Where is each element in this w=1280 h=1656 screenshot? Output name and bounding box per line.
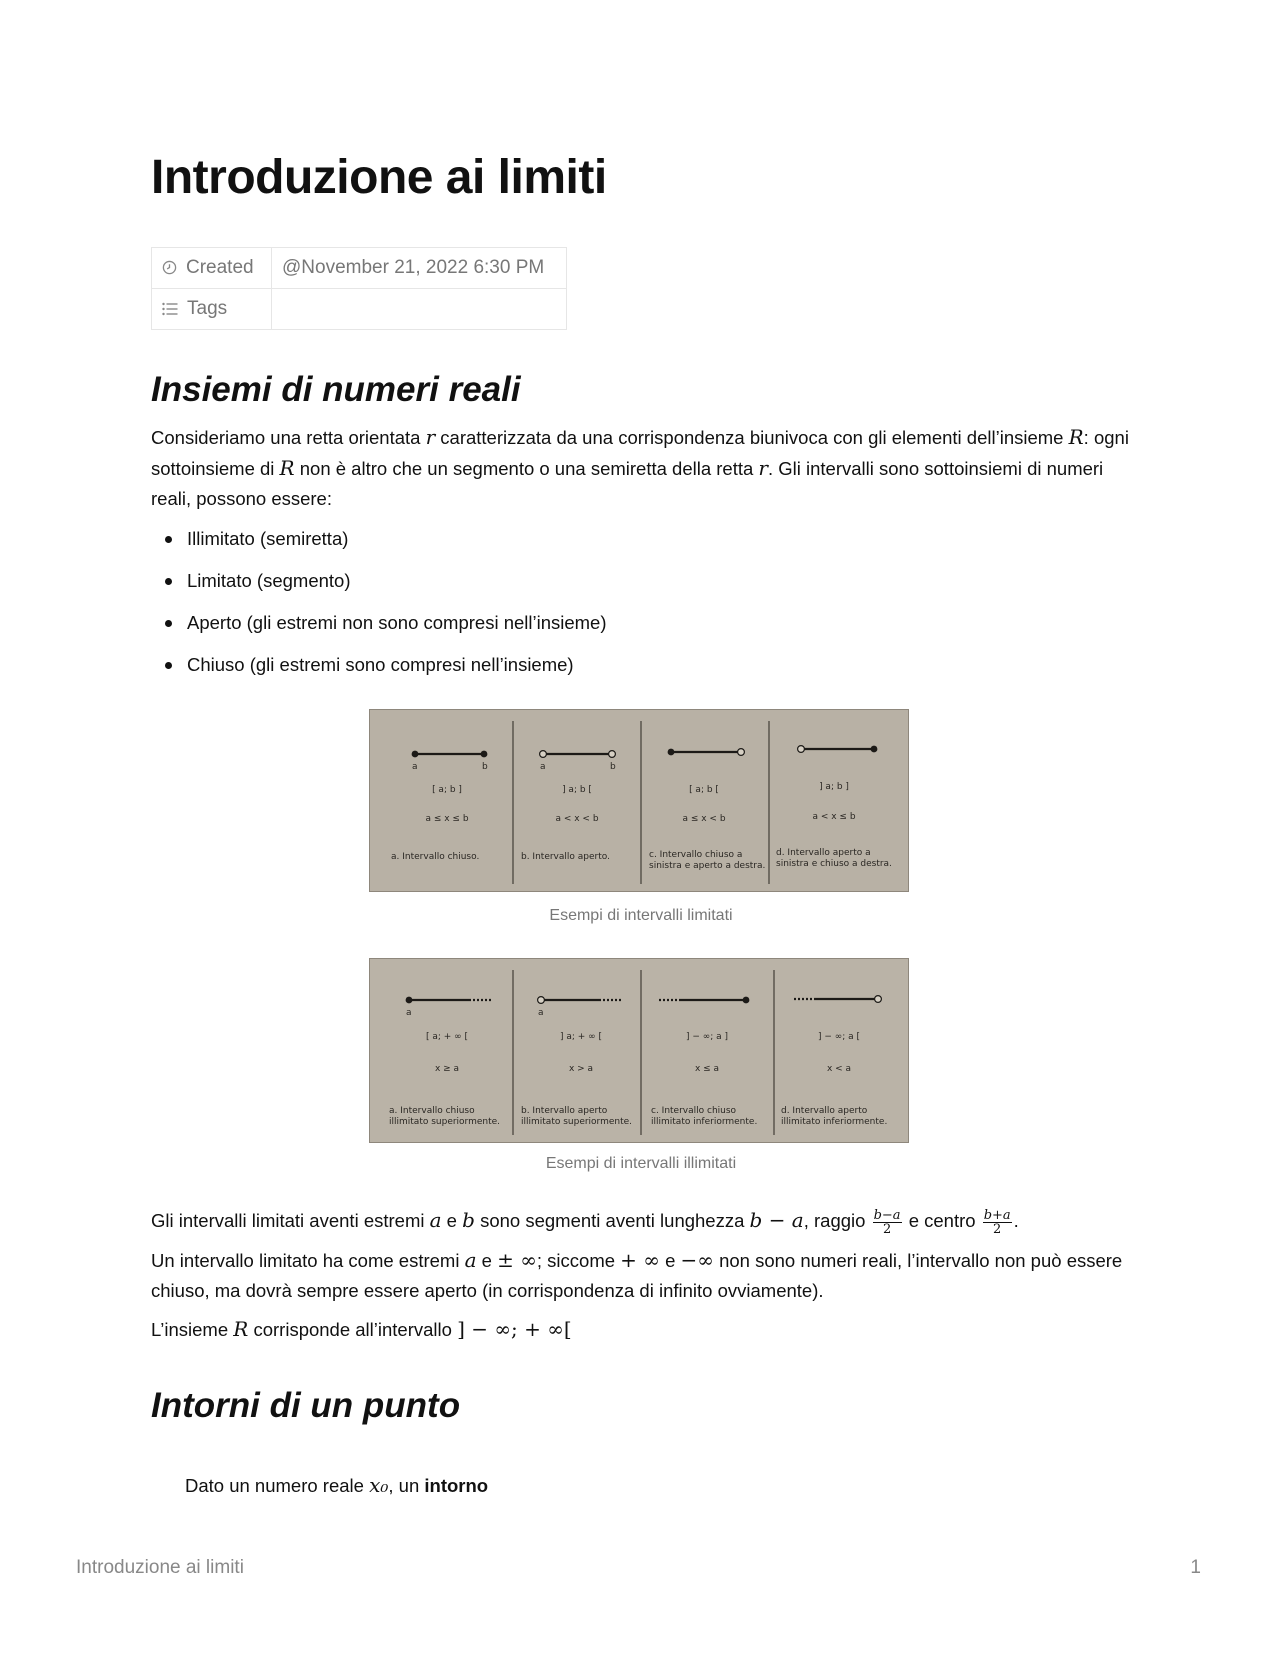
interval-notation: ] a; + ∞ [ xyxy=(559,1032,603,1042)
math-expr: b − a xyxy=(749,1208,804,1232)
footer-page-number: 1 xyxy=(1190,1557,1201,1578)
open-endpoint xyxy=(540,751,547,758)
endpoint-label: a xyxy=(538,1008,544,1018)
fraction-numerator: b+a xyxy=(983,1207,1011,1223)
interval-notation: [ a; b [ xyxy=(689,785,719,795)
text: Consideriamo una retta orientata xyxy=(151,427,426,448)
text: e xyxy=(476,1250,498,1271)
text: caratterizzata da una corrispondenza biunivoca con gli elementi dell’insieme xyxy=(435,427,1069,448)
endpoint-label: a xyxy=(540,762,546,772)
fraction-denominator: 2 xyxy=(882,1221,892,1237)
figure-caption: Esempi di intervalli illimitati xyxy=(545,1155,737,1172)
footer-title: Introduzione ai limiti xyxy=(76,1557,244,1578)
panel-description: illimitato superiormente. xyxy=(389,1117,501,1127)
open-endpoint xyxy=(738,749,745,756)
endpoint-label: a xyxy=(406,1008,412,1018)
panel-description: a. Intervallo chiuso. xyxy=(391,852,480,862)
unbounded-intervals-photo xyxy=(369,958,909,1143)
math-var: a xyxy=(429,1208,442,1232)
section-heading-intorni: Intorni di un punto xyxy=(151,1386,461,1425)
text: Un intervallo limitato ha come estremi xyxy=(151,1250,465,1271)
panel-description: b. Intervallo aperto xyxy=(521,1106,608,1116)
text: Gli intervalli limitati aventi estremi xyxy=(151,1210,430,1231)
panel-description: c. Intervallo chiuso a xyxy=(649,850,743,860)
inequality: x ≤ a xyxy=(694,1064,720,1074)
math-expr: −∞ xyxy=(680,1248,714,1272)
closed-endpoint xyxy=(743,997,750,1004)
closed-endpoint xyxy=(412,751,419,758)
math-expr: ] − ∞; + ∞[ xyxy=(457,1317,572,1341)
endpoint-label: b xyxy=(610,762,616,772)
text: e centro xyxy=(903,1210,981,1231)
panel-description: d. Intervallo aperto xyxy=(781,1106,868,1116)
property-key-created xyxy=(152,248,272,289)
figure-bounded-intervals xyxy=(369,709,909,892)
text: e xyxy=(441,1210,463,1231)
inequality: x ≥ a xyxy=(434,1064,460,1074)
list-item: Illimitato (semiretta) xyxy=(151,524,607,566)
panel-description: illimitato inferiormente. xyxy=(781,1117,888,1127)
open-endpoint xyxy=(875,996,882,1003)
fraction-denominator: 2 xyxy=(993,1221,1002,1237)
interval-notation: ] a; b [ xyxy=(562,785,592,795)
math-expr: ± ∞ xyxy=(497,1248,537,1272)
property-row-tags xyxy=(152,289,567,330)
closed-endpoint xyxy=(668,749,675,756)
interval-notation: ] − ∞; a [ xyxy=(817,1032,861,1042)
panel-description: d. Intervallo aperto a xyxy=(776,848,871,858)
open-endpoint xyxy=(538,997,545,1004)
text: non è altro che un segmento o una semiretta della retta xyxy=(294,458,759,479)
interval-notation: [ a; + ∞ [ xyxy=(425,1032,469,1042)
list-item: Aperto (gli estremi non sono compresi nell’insieme) xyxy=(151,608,607,650)
property-label-created: Created xyxy=(186,257,254,278)
panel-description: illimitato inferiormente. xyxy=(651,1117,758,1127)
panel-description: b. Intervallo aperto. xyxy=(521,852,610,862)
text: . xyxy=(1013,1210,1019,1231)
closed-endpoint xyxy=(871,746,878,753)
page-title: Introduzione ai limiti xyxy=(151,151,607,204)
text: ; siccome xyxy=(536,1250,621,1271)
inequality: a ≤ x < b xyxy=(682,814,726,824)
length-paragraph xyxy=(151,1205,1136,1236)
math-var: r xyxy=(425,425,436,449)
closed-endpoint xyxy=(406,997,413,1004)
closed-endpoint xyxy=(481,751,488,758)
interval-notation: ] − ∞; a ] xyxy=(685,1032,729,1042)
panel-description: illimitato superiormente. xyxy=(521,1117,633,1127)
text: e xyxy=(659,1250,681,1271)
section-heading-insiemi: Insiemi di numeri reali xyxy=(151,370,521,409)
center-fraction xyxy=(983,1209,1012,1236)
real-set-paragraph xyxy=(151,1314,1136,1345)
property-value-created[interactable]: @November 21, 2022 6:30 PM xyxy=(272,248,567,289)
panel-description: c. Intervallo chiuso xyxy=(651,1106,737,1116)
list-item: Limitato (segmento) xyxy=(151,566,607,608)
open-endpoint xyxy=(609,751,616,758)
text: , raggio xyxy=(803,1210,871,1231)
endpoint-label: b xyxy=(482,762,488,772)
text: Dato un numero reale xyxy=(185,1475,370,1496)
math-expr: + ∞ xyxy=(620,1248,660,1272)
text: L’insieme xyxy=(151,1319,234,1340)
radius-fraction xyxy=(873,1209,902,1236)
inequality: a < x ≤ b xyxy=(812,812,856,822)
math-var: x₀ xyxy=(369,1473,389,1497)
inequality: x < a xyxy=(826,1064,852,1074)
unbounded-paragraph xyxy=(151,1245,1136,1306)
text: : ogni sottoinsieme di xyxy=(151,427,1129,479)
text: , un xyxy=(388,1475,425,1496)
math-var: R xyxy=(1068,425,1084,449)
inequality: x > a xyxy=(568,1064,594,1074)
panel-description: a. Intervallo chiuso xyxy=(389,1106,475,1116)
open-endpoint xyxy=(798,746,805,753)
figure-caption: Esempi di intervalli limitati xyxy=(549,907,733,924)
math-var: R xyxy=(279,456,295,480)
interval-types-list xyxy=(151,524,607,692)
intorno-paragraph xyxy=(185,1470,1135,1501)
property-label-tags: Tags xyxy=(187,298,228,319)
property-value-tags[interactable] xyxy=(272,289,567,330)
properties-table xyxy=(151,247,567,330)
property-row-created xyxy=(152,248,567,289)
panel-description: sinistra e chiuso a destra. xyxy=(776,859,892,869)
math-var: R xyxy=(233,1317,249,1341)
math-var: a xyxy=(464,1248,477,1272)
text: corrisponde all’intervallo xyxy=(248,1319,458,1340)
bounded-intervals-photo xyxy=(369,709,909,892)
clock-icon xyxy=(162,260,177,275)
text: sono segmenti aventi lunghezza xyxy=(474,1210,750,1231)
figure-unbounded-intervals xyxy=(369,958,909,1143)
property-key-tags xyxy=(152,289,272,330)
list-icon xyxy=(162,302,178,316)
list-item: Chiuso (gli estremi sono compresi nell’insieme) xyxy=(151,650,607,692)
inequality: a < x < b xyxy=(555,814,599,824)
math-var: r xyxy=(758,456,768,480)
panel-description: sinistra e aperto a destra. xyxy=(649,861,766,871)
endpoint-label: a xyxy=(412,762,418,772)
inequality: a ≤ x ≤ b xyxy=(425,814,469,824)
text: . Gli intervalli sono sottoinsiemi di numeri reali, possono essere: xyxy=(151,458,1104,509)
interval-notation: ] a; b ] xyxy=(819,782,849,792)
math-var: b xyxy=(462,1208,475,1232)
fraction-numerator: b−a xyxy=(873,1207,901,1223)
text: non sono numeri reali, l’intervallo non può essere chiuso, ma dovrà sempre essere aperto (in corrispondenza di infinito ovviamente). xyxy=(151,1250,1123,1301)
bold-term: intorno xyxy=(424,1475,489,1496)
interval-notation: [ a; b ] xyxy=(432,785,462,795)
intro-paragraph xyxy=(151,422,1136,514)
